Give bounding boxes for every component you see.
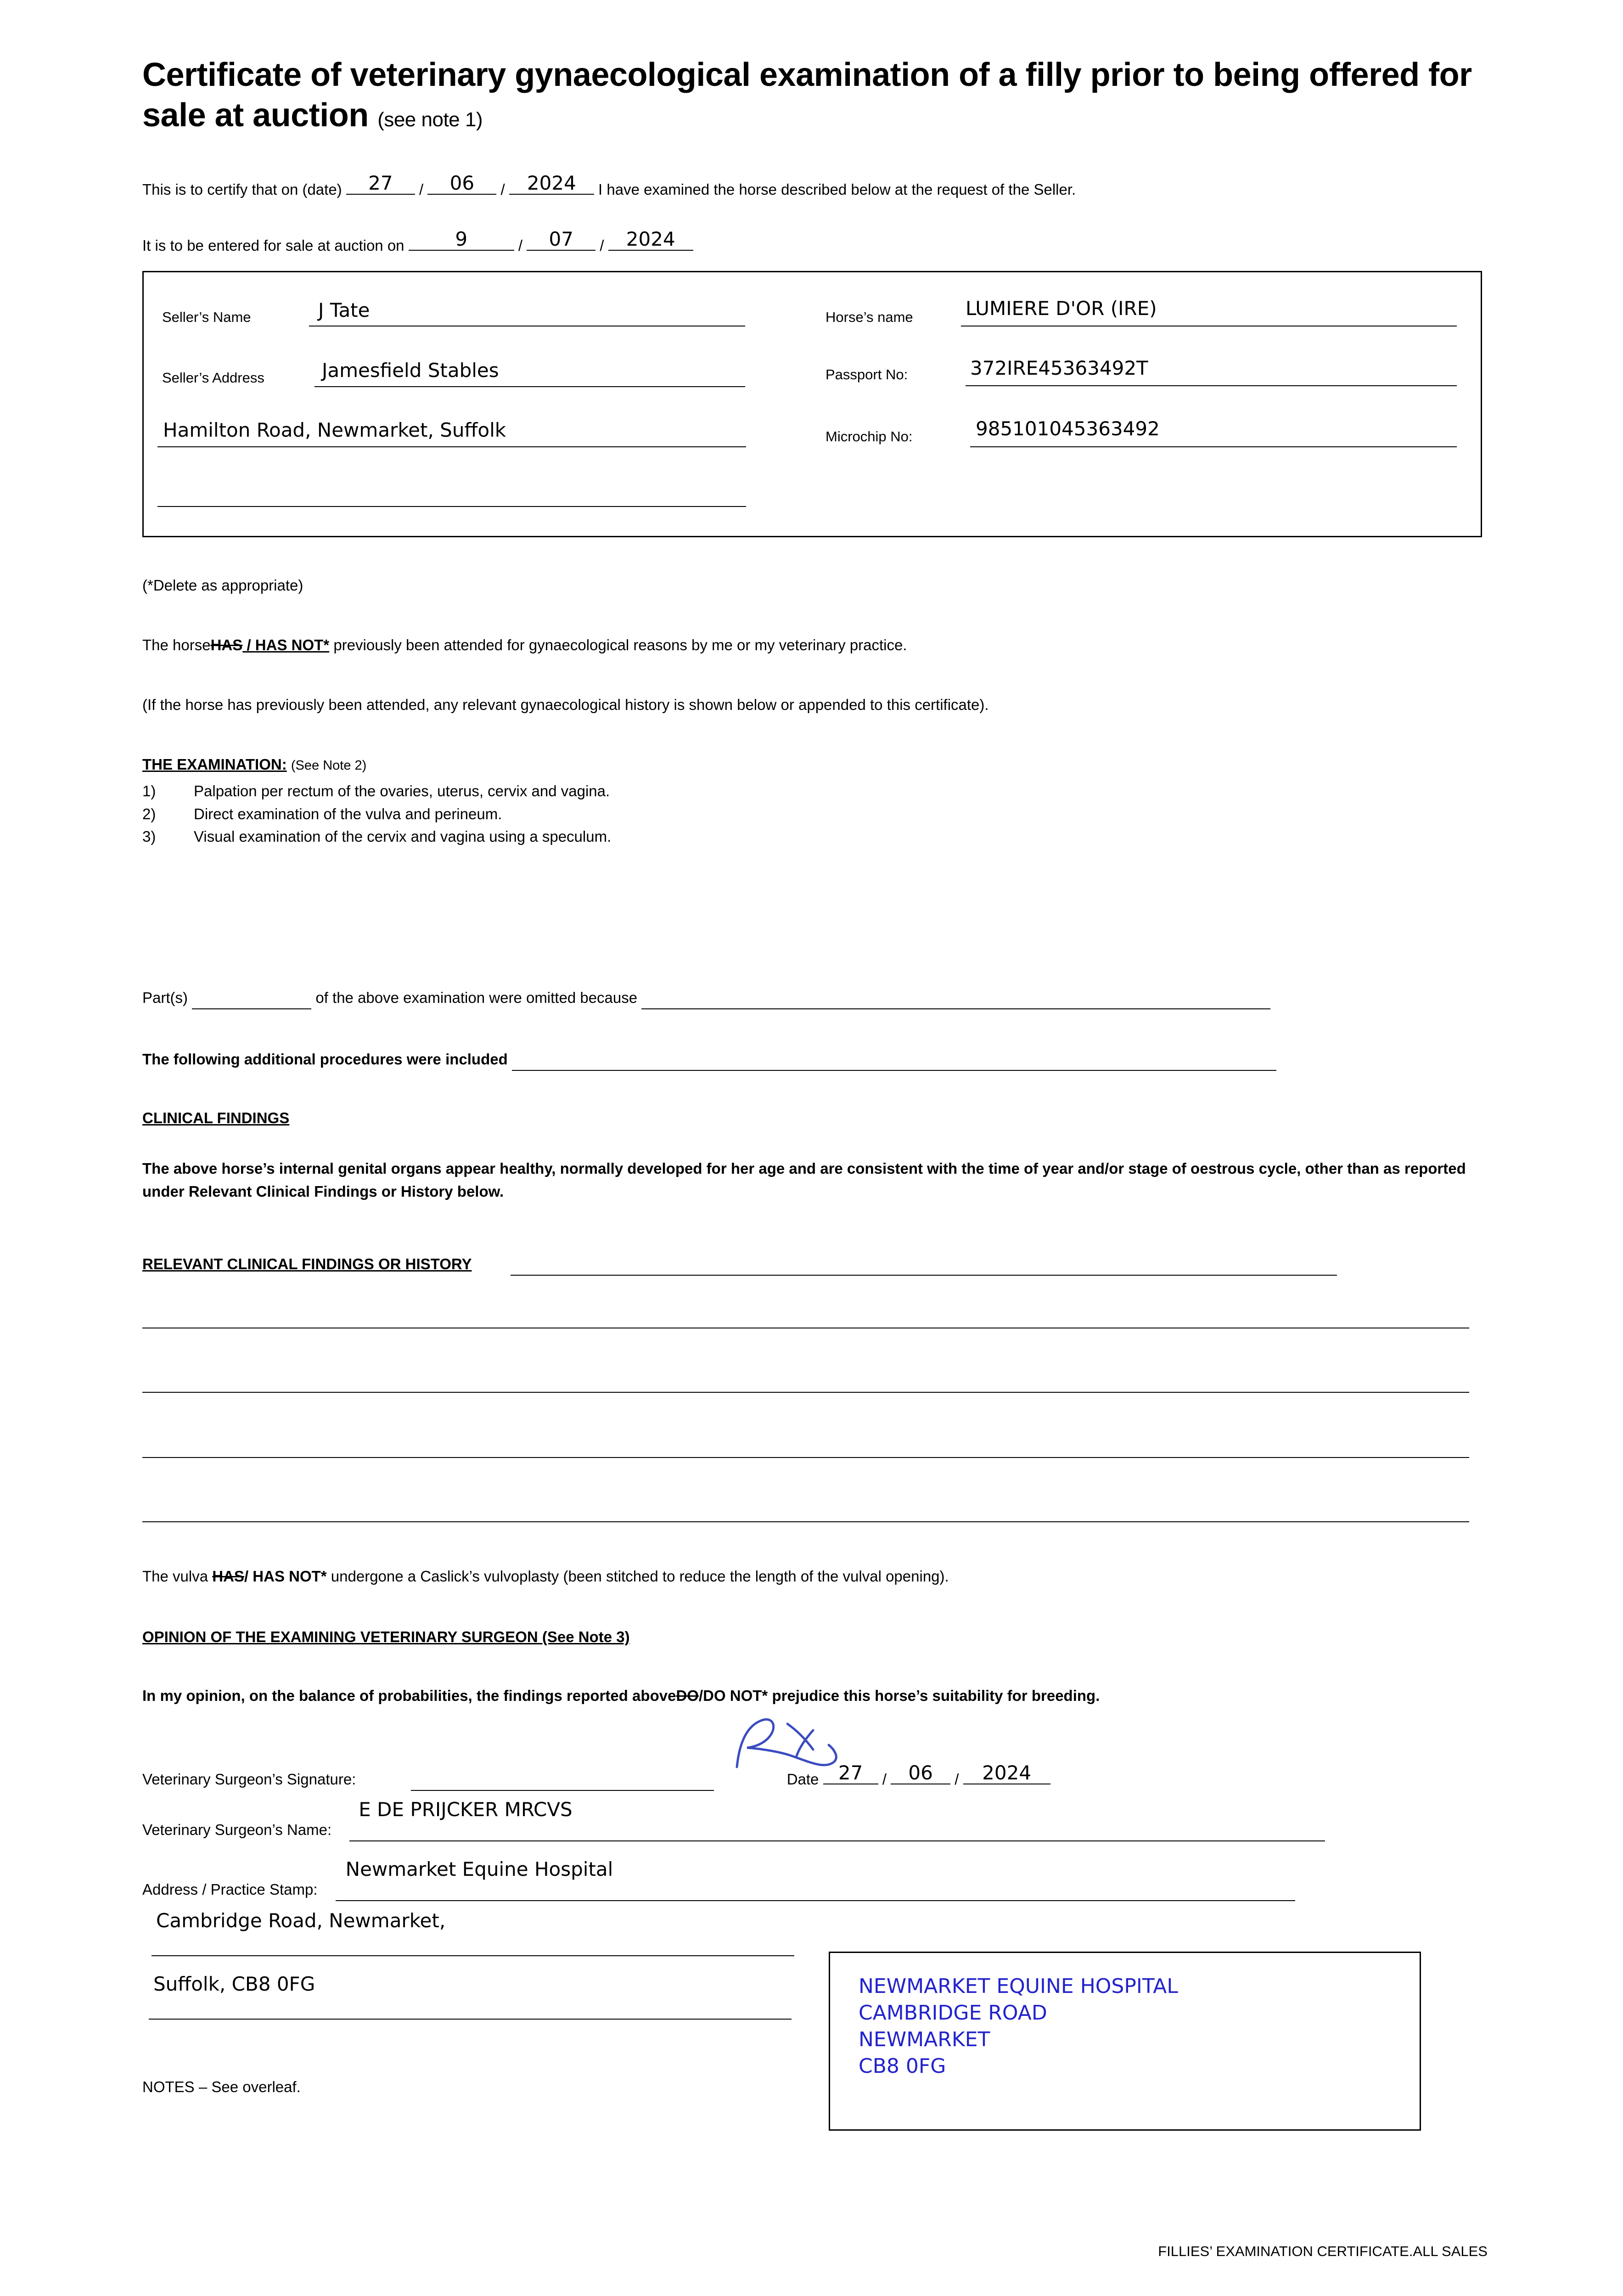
relevant-findings-field-2[interactable] (142, 1391, 1469, 1393)
relevant-findings-field-0[interactable] (511, 1256, 1337, 1276)
seller-name-line (309, 325, 745, 326)
attended-separator: / (242, 636, 255, 653)
vulva-has: HAS (212, 1568, 244, 1585)
signature-field[interactable] (411, 1772, 714, 1791)
opinion-heading: OPINION OF THE EXAMINING VETERINARY SURGEON (See Note 3) (142, 1628, 630, 1645)
auction-day-value: 9 (455, 228, 468, 250)
examination-heading: THE EXAMINATION: (142, 756, 287, 773)
attended-has: HAS (210, 636, 243, 653)
omitted-prefix: Part(s) (142, 989, 188, 1006)
opinion-donot: /DO NOT* (698, 1687, 768, 1704)
auction-line: It is to be entered for sale at auction on 9 / 07 / 2024 (142, 230, 1488, 254)
examination-list (142, 780, 1488, 848)
address-label: Address / Practice Stamp: (142, 1881, 318, 1898)
exam-item-number: 3) (142, 828, 156, 845)
horse-name-label: Horse’s name (826, 309, 913, 325)
microchip-value: 985101045363492 (976, 417, 1160, 440)
passport-line (966, 385, 1457, 386)
attended-hasnot: HAS NOT* (255, 636, 330, 653)
relevant-findings-heading: RELEVANT CLINICAL FINDINGS OR HISTORY (142, 1255, 472, 1272)
exam-item-number: 1) (142, 782, 156, 799)
stamp-line-4: CB8 0FG (859, 2054, 946, 2078)
horse-name-line (961, 325, 1457, 326)
passport-label: Passport No: (826, 366, 908, 383)
signature-row: Veterinary Surgeon’s Signature: Date 27 / 06 / 2024 (142, 1763, 1488, 1791)
page-title-note: (see note 1) (377, 108, 483, 131)
stamp-line-1: NEWMARKET EQUINE HOSPITAL (859, 1975, 1178, 1998)
stamp-line-2: CAMBRIDGE ROAD (859, 2001, 1047, 2025)
examination-note: (See Note 2) (291, 758, 367, 773)
opinion-prefix: In my opinion, on the balance of probabilities, the findings reported above (142, 1687, 676, 1704)
stamp-line-3: NEWMARKET (859, 2028, 990, 2052)
relevant-findings-field-3[interactable] (142, 1457, 1469, 1458)
horse-name-value: LUMIERE D'OR (IRE) (966, 297, 1157, 320)
omitted-parts-row (142, 986, 1488, 1009)
additional-procedures-row (142, 1048, 1488, 1071)
page-title (142, 55, 1488, 136)
practice-stamp-text (859, 1973, 1178, 2080)
address-line2-value: Cambridge Road, Newmarket, (156, 1909, 446, 1932)
seller-name-value: J Tate (318, 299, 370, 321)
opinion-do: DO (676, 1687, 699, 1704)
history-note: (If the horse has previously been attended, any relevant gynaecological history is shown below or appended to this certificate). (142, 696, 989, 713)
footer-text: FILLIES’ EXAMINATION CERTIFICATE.ALL SALES (1158, 2243, 1488, 2259)
seller-address-line1-value: Jamesfield Stables (322, 359, 499, 382)
relevant-findings-field-1[interactable] (142, 1327, 1469, 1328)
clinical-findings-heading: CLINICAL FINDINGS (142, 1109, 290, 1126)
vulva-hasnot: HAS NOT* (253, 1568, 327, 1585)
address-line3-value: Suffolk, CB8 0FG (153, 1972, 315, 1995)
attended-line (142, 634, 1488, 657)
notes-overleaf: NOTES – See overleaf. (142, 2078, 301, 2095)
exam-item-text: Direct examination of the vulva and perineum. (194, 805, 502, 822)
details-box (142, 271, 1482, 537)
exam-item-text: Palpation per rectum of the ovaries, uterus, cervix and vagina. (194, 782, 610, 799)
passport-value: 372IRE45363492T (970, 357, 1148, 379)
clinical-findings-text: The above horse’s internal genital organs appear healthy, normally developed for her age and are consistent with the time of year and/or stage of oestrous cycle, other than as reported under Relevant Clinical Findings or History below. (142, 1160, 1466, 1200)
seller-address-line2-value: Hamilton Road, Newmarket, Suffolk (163, 419, 506, 441)
seller-address-label: Seller’s Address (162, 370, 264, 386)
list-item (142, 780, 1488, 803)
attended-suffix: previously been attended for gynaecological reasons by me or my veterinary practice. (333, 636, 907, 653)
sign-date-month: 06 (908, 1761, 933, 1784)
exam-item-number: 2) (142, 805, 156, 822)
practice-stamp-box (829, 1952, 1421, 2131)
relevant-findings-field-4[interactable] (142, 1521, 1469, 1522)
additional-procedures-field[interactable] (512, 1052, 1276, 1071)
seller-address-line1-rule (314, 386, 745, 387)
omitted-mid: of the above examination were omitted because (315, 989, 638, 1006)
signature-label: Veterinary Surgeon’s Signature: (142, 1771, 356, 1788)
examination-heading-row (142, 753, 1488, 776)
opinion-suffix: prejudice this horse’s suitability for breeding. (772, 1687, 1100, 1704)
vulva-prefix: The vulva (142, 1568, 208, 1585)
date-label: Date (786, 1771, 819, 1788)
vulva-separator: / (244, 1568, 253, 1585)
seller-address-line2-rule (157, 446, 746, 447)
opinion-text (142, 1684, 1400, 1707)
sign-date-year: 2024 (982, 1761, 1032, 1784)
sign-date-day: 27 (838, 1761, 863, 1784)
vulva-suffix: undergone a Caslick’s vulvoplasty (been stitched to reduce the length of the vulval opening). (331, 1568, 949, 1585)
vulva-line (142, 1565, 1488, 1588)
list-item (142, 825, 1488, 848)
auction-prefix: It is to be entered for sale at auction on (142, 237, 404, 254)
omitted-reason-field[interactable] (641, 990, 1270, 1009)
vet-name-row (142, 1798, 1488, 1841)
signature-mark (719, 1712, 884, 1776)
exam-year-value: 2024 (527, 172, 576, 194)
certify-line: This is to certify that on (date) 27 / 06 / 2024 I have examined the horse described below at the request of the Seller. (142, 172, 1076, 198)
microchip-line (970, 446, 1457, 447)
additional-procedures-label: The following additional procedures were included (142, 1051, 508, 1068)
exam-month-value: 06 (449, 172, 475, 194)
auction-year-value: 2024 (626, 228, 675, 250)
seller-address-line3-rule (157, 506, 746, 507)
vet-name-value: E DE PRIJCKER MRCVS (359, 1798, 573, 1821)
seller-name-label: Seller’s Name (162, 309, 251, 325)
address-value: Newmarket Equine Hospital (345, 1857, 613, 1880)
exam-item-text: Visual examination of the cervix and vagina using a speculum. (194, 828, 612, 845)
vet-name-label: Veterinary Surgeon’s Name: (142, 1821, 332, 1838)
address-row (142, 1857, 1488, 1901)
exam-day-value: 27 (368, 172, 393, 194)
omitted-parts-field[interactable] (192, 990, 311, 1009)
attended-prefix: The horse (142, 636, 211, 653)
relevant-findings-row (142, 1253, 1488, 1276)
delete-note: (*Delete as appropriate) (142, 577, 303, 594)
microchip-label: Microchip No: (826, 428, 913, 445)
certify-prefix: This is to certify that on (date) (142, 181, 342, 198)
auction-month-value: 07 (549, 228, 573, 250)
list-item (142, 803, 1488, 826)
certify-suffix: I have examined the horse described below at the request of the Seller. (598, 181, 1076, 198)
page-title-text: Certificate of veterinary gynaecological examination of a filly prior to being offered for sale at auction (142, 56, 1472, 134)
